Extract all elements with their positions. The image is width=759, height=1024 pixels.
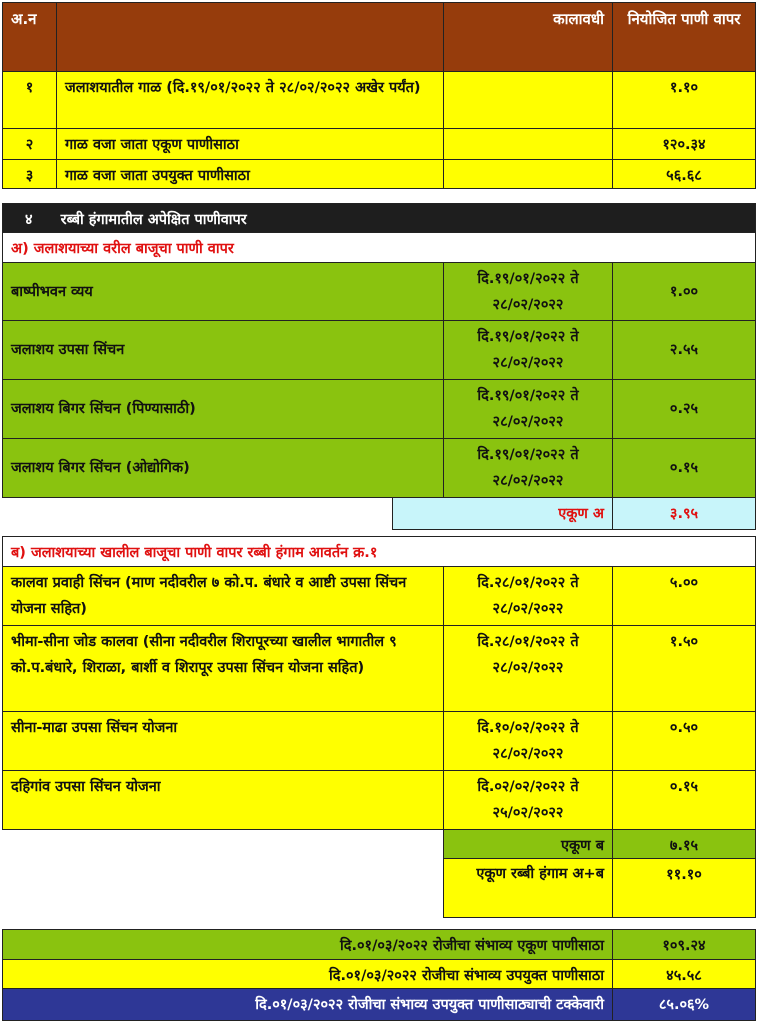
section4-header [2, 203, 756, 233]
b-row3-period: दि.१०/०२/२०२२ ते २८/०२/२०२२ [443, 711, 613, 771]
b-row4-desc: दहिगांव उपसा सिंचन योजना [2, 770, 444, 830]
section4-title: रब्बी हंगामातील अपेक्षित पाणीवापर [60, 212, 247, 228]
a-row3-desc: जलाशय बिगर सिंचन (पिण्यासाठी) [2, 379, 444, 439]
a-row2-desc: जलाशय उपसा सिंचन [2, 320, 444, 380]
a-row4-period: दि.१९/०१/२०२२ ते २८/०२/२०२२ [443, 438, 613, 498]
summary-percentage-value: ८५.०६% [612, 988, 756, 1021]
header-description [56, 2, 444, 72]
b-row4-period: दि.०२/०२/२०२२ ते २५/०२/२०२२ [443, 770, 613, 830]
section-b-title: ब) जलाशयाच्या खालील बाजूचा पाणी वापर रब्बी हंगाम आवर्तन क्र.१ [2, 536, 756, 567]
a-total-label: एकूण अ [392, 497, 613, 530]
row2-desc: गाळ वजा जाता एकूण पाणीसाठा [56, 128, 444, 160]
summary-total-storage-label: दि.०१/०३/२०२२ रोजीचा संभाव्य एकूण पाणीसाठा [2, 929, 613, 960]
row2-value: १२०.३४ [612, 128, 756, 160]
a-row2-value: २.५५ [612, 320, 756, 380]
a-row3-value: ०.२५ [612, 379, 756, 439]
row1-value: १.१० [612, 71, 756, 129]
row3-no: ३ [2, 159, 57, 189]
b-total-value: ७.१५ [612, 829, 756, 859]
header-period: कालावधी [443, 2, 613, 72]
summary-useful-storage-value: ४५.५८ [612, 959, 756, 989]
row3-desc: गाळ वजा जाता उपयुक्त पाणीसाठा [56, 159, 444, 189]
summary-total-storage-value: १०९.२४ [612, 929, 756, 960]
b-row1-period: दि.२८/०१/२०२२ ते २८/०२/२०२२ [443, 566, 613, 626]
header-serial: अ.न [2, 2, 57, 72]
summary-useful-storage-label: दि.०१/०३/२०२२ रोजीचा संभाव्य उपयुक्त पाणीसाठा [2, 959, 613, 989]
a-total-value: ३.९५ [612, 497, 756, 530]
summary-percentage-label: दि.०१/०३/२०२२ रोजीचा संभाव्य उपयुक्त पाणीसाठ्याची टक्केवारी [2, 988, 613, 1021]
row1-no: १ [2, 71, 57, 129]
a-row4-value: ०.१५ [612, 438, 756, 498]
b-row2-desc: भीमा-सीना जोड कालवा (सीना नदीवरील शिरापूरच्या खालील भागातील ९ को.प.बंधारे, शिराळा, बार्शी व शिरापूर उपसा सिंचन योजना सहित) [2, 625, 444, 712]
row2-period [443, 128, 613, 160]
grand-total-label: एकूण रब्बी हंगाम अ+ब [443, 858, 613, 918]
a-row1-value: १.०० [612, 262, 756, 321]
row1-desc: जलाशयातील गाळ (दि.१९/०१/२०२२ ते २८/०२/२०२२ अखेर पर्यंत) [56, 71, 444, 129]
b-row2-value: १.५० [612, 625, 756, 712]
b-row3-value: ०.५० [612, 711, 756, 771]
section4-no: ४ [25, 212, 33, 228]
b-row2-period: दि.२८/०१/२०२२ ते २८/०२/२०२२ [443, 625, 613, 712]
grand-total-value: ११.१० [612, 858, 756, 918]
a-row2-period: दि.१९/०१/२०२२ ते २८/०२/२०२२ [443, 320, 613, 380]
row3-value: ५६.६८ [612, 159, 756, 189]
b-row3-desc: सीना-माढा उपसा सिंचन योजना [2, 711, 444, 771]
a-row1-period: दि.१९/०१/२०२२ ते २८/०२/२०२२ [443, 262, 613, 321]
b-row4-value: ०.१५ [612, 770, 756, 830]
row2-no: २ [2, 128, 57, 160]
b-row1-value: ५.०० [612, 566, 756, 626]
a-row4-desc: जलाशय बिगर सिंचन (ओद्योगिक) [2, 438, 444, 498]
row1-period [443, 71, 613, 129]
header-planned-use: नियोजित पाणी वापर [612, 2, 756, 72]
row3-period [443, 159, 613, 189]
a-row3-period: दि.१९/०१/२०२२ ते २८/०२/२०२२ [443, 379, 613, 439]
b-row1-desc: कालवा प्रवाही सिंचन (माण नदीवरील ७ को.प. बंधारे व आष्टी उपसा सिंचन योजना सहित) [2, 566, 444, 626]
section-a-title: अ) जलाशयाच्या वरील बाजूचा पाणी वापर [2, 232, 756, 263]
b-total-label: एकूण ब [443, 829, 613, 859]
a-row1-desc: बाष्पीभवन व्यय [2, 262, 444, 321]
